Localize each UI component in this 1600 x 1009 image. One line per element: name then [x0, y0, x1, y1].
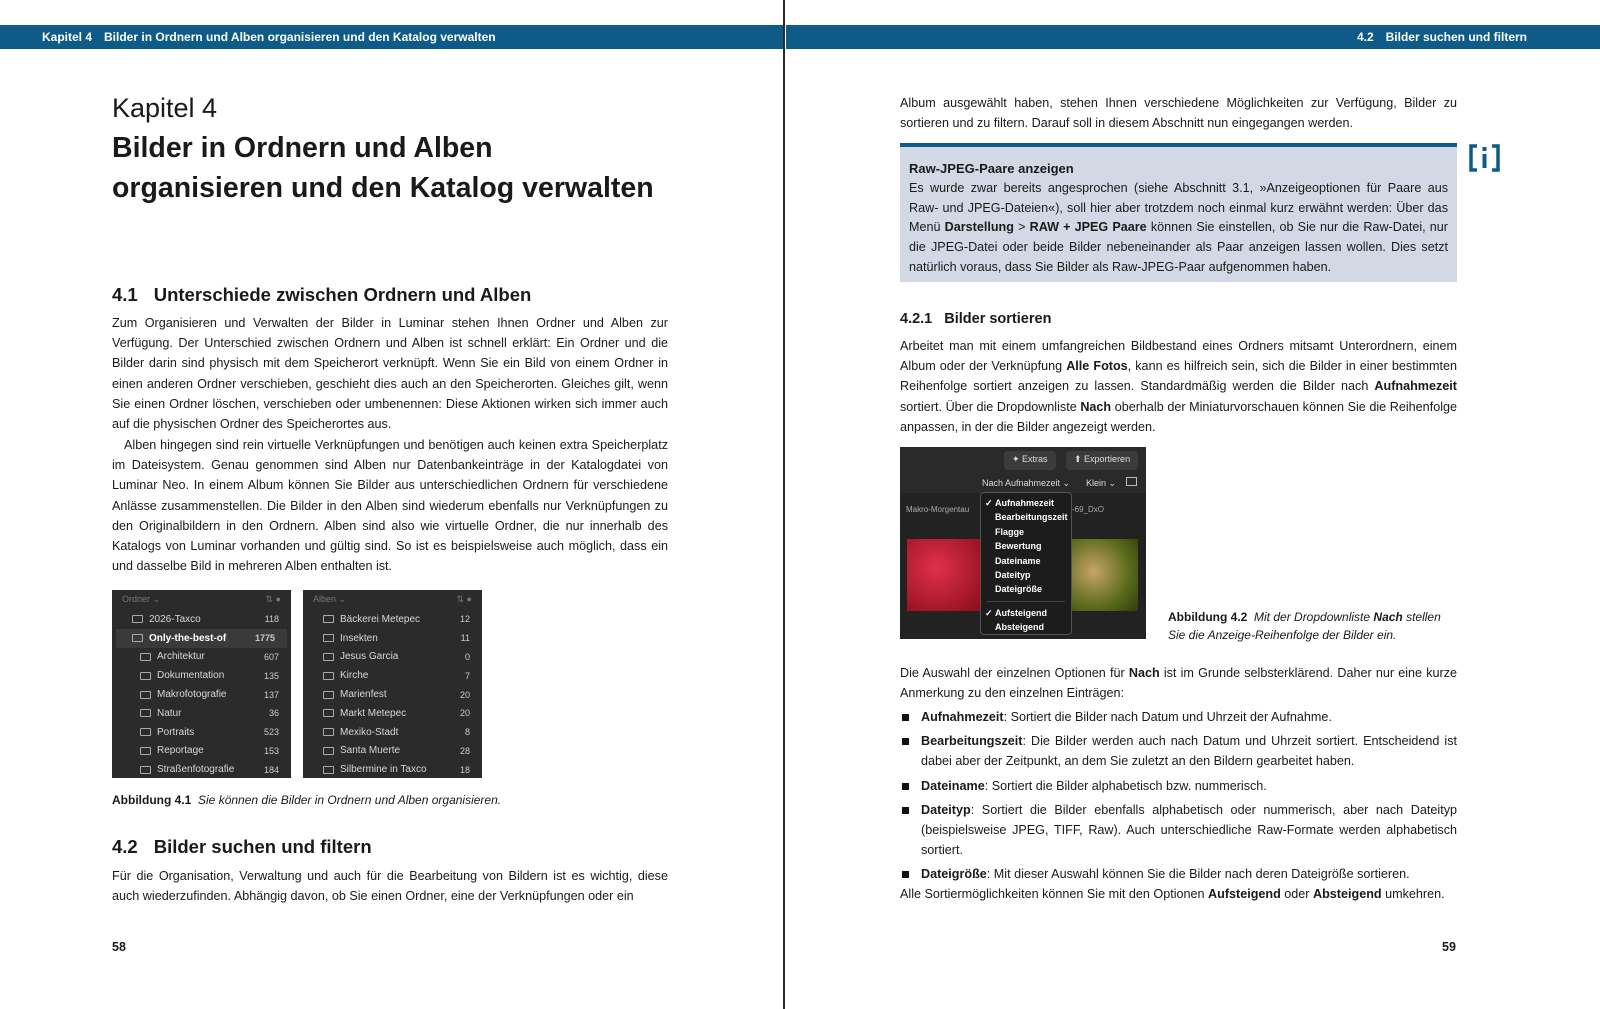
folders-panel: [112, 590, 291, 778]
layout-icon[interactable]: [1126, 477, 1137, 486]
item-name: Architektur: [157, 651, 205, 663]
text: Alle Sortiermöglichkeiten können Sie mit den Optionen: [900, 887, 1209, 901]
thumbnail-spider[interactable]: [1070, 539, 1138, 611]
item-name: Portraits: [157, 726, 195, 738]
row-label: [140, 727, 194, 738]
item-name: Reportage: [157, 745, 204, 757]
album-icon: [323, 747, 334, 755]
item-count: 11: [460, 633, 470, 644]
paragraph: [900, 663, 1457, 703]
sort-option[interactable]: Dateityp: [995, 569, 1031, 580]
item-count: 20: [459, 708, 470, 719]
text: : Sortiert die Bilder ebenfalls alphabetisch oder nummerisch, aber nach Dateityp (beispielsweise JPEG, TIFF, Raw). Auch unterschiedliche Raw-Formate werden alphabetisch sortiert.: [921, 802, 1457, 858]
item-name: Markt Metepec: [340, 707, 407, 719]
text: , kann es hilfreich sein, sich die Bilder in einer bestimmten Reihenfolge sortiert anzeigen zu lassen. Standardmäßig werden die Bilder nach: [900, 359, 1457, 394]
page-gutter: [783, 0, 785, 1009]
term: Aufnahmezeit: [921, 710, 1004, 724]
section-title: Bilder sortieren: [944, 311, 1052, 327]
sort-option[interactable]: Flagge: [995, 526, 1025, 537]
item-name: Straßenfotografie: [157, 764, 235, 776]
album-icon: [323, 691, 334, 699]
item-name: Only-the-best-of: [149, 632, 227, 644]
subsection-heading-4-2-1: [900, 311, 1051, 327]
album-item[interactable]: [303, 685, 482, 704]
item-count: 28: [459, 745, 470, 756]
row-label: [323, 689, 387, 700]
caption-text: Sie können die Bilder in Ordnern und Alben organisieren.: [198, 793, 502, 807]
folders-header[interactable]: Ordner ⌄: [122, 594, 161, 604]
section-heading-4-1: [112, 283, 531, 307]
folder-icon: [140, 709, 151, 717]
chapter-label: Kapitel 4: [112, 93, 218, 123]
info-box-title: Raw-JPEG-Paare anzeigen: [909, 161, 1074, 176]
thumbnail-rose[interactable]: [907, 539, 981, 611]
term: Aufsteigend: [1208, 887, 1281, 901]
folder-item[interactable]: [112, 742, 291, 761]
text: : Mit dieser Auswahl können Sie die Bilder nach deren Dateigröße sortieren.: [986, 867, 1410, 882]
item-count: 0: [464, 651, 470, 662]
album-item[interactable]: [303, 648, 482, 667]
item-count: 118: [264, 614, 279, 625]
caption-label: Abbildung 4.1: [112, 793, 192, 807]
order-option[interactable]: ✓ Aufsteigend: [981, 606, 1071, 620]
paragraph: Album ausgewählt haben, stehen Ihnen verschiedene Möglichkeiten zur Verfügung, Bilder zu sortieren und zu filtern. Darauf soll in diesem Abschnitt nun eingegangen werden.: [900, 96, 1457, 131]
albums-header[interactable]: Alben ⌄: [313, 594, 347, 604]
term: Dateiname: [921, 778, 985, 793]
figure-caption: [112, 791, 501, 809]
paragraph: Alben hingegen sind rein virtuelle Verknüpfungen und benötigen auch keinen extra Speicherplatz im Dateisystem. Genau genommen sind Alben nur Datenbankeinträge in der Katalogdatei von Luminar Neo. In einem Album können Sie Bilder aus unterschiedlichen Ordnern für verschiedene Anlässe zusammenstellen. Die Bilder in den Alben sind wiederum ebenfalls nur Verknüpfungen zu den Originalbildern in den Ordnern. Alben sind also wie virtuelle Ordner, die nur innerhalb des Katalogs von Luminar vorhanden und gültig sind. So ist es beispielsweise auch möglich, dass ein und dasselbe Bild in mehreren Alben enthalten ist.: [112, 438, 668, 574]
term: Nach: [1128, 666, 1160, 680]
folder-icon: [140, 766, 151, 774]
sort-dropdown[interactable]: Nach Aufnahmezeit ⌄: [982, 478, 1071, 488]
item-count: 36: [268, 708, 279, 719]
header-section-number: 4.2: [1356, 30, 1374, 44]
album-item[interactable]: [303, 666, 482, 685]
menu-item: RAW + JPEG Paare: [1029, 220, 1147, 235]
item-count: 523: [263, 727, 279, 738]
term: Dateigröße: [921, 867, 987, 882]
album-item[interactable]: [303, 610, 482, 629]
list-item: [900, 776, 1457, 796]
folder-item[interactable]: [112, 723, 291, 742]
item-name: Silbermine in Taxco: [340, 764, 427, 776]
folder-item[interactable]: [112, 666, 291, 685]
album-icon: [323, 634, 334, 642]
folder-icon: [140, 728, 151, 736]
album-icon: [323, 653, 334, 661]
text: Die Auswahl der einzelnen Optionen für: [900, 666, 1129, 680]
folder-icon: [132, 615, 143, 623]
thumbnail-label: -69_DxO: [1072, 505, 1105, 514]
caption-term: Nach: [1373, 610, 1403, 624]
menu-name: Darstellung: [944, 220, 1014, 235]
extras-button[interactable]: ✦ Extras: [1004, 451, 1056, 470]
text: >: [1013, 220, 1030, 235]
folder-item[interactable]: [112, 760, 291, 779]
paragraph: [900, 884, 1457, 904]
running-header-left: [0, 25, 783, 49]
sort-option[interactable]: ✓ Aufnahmezeit: [981, 496, 1071, 510]
header-title: Bilder suchen und filtern: [1385, 30, 1527, 44]
order-option[interactable]: Absteigend: [995, 622, 1045, 633]
page-number: 58: [112, 940, 126, 954]
folder-icon: [140, 747, 151, 755]
item-name: Marienfest: [340, 689, 387, 701]
row-label: [140, 745, 204, 756]
item-name: Kirche: [340, 670, 369, 682]
info-box-text: [909, 179, 1448, 278]
paragraph: Zum Organisieren und Verwalten der Bilder in Luminar stehen Ihnen Ordner und Alben zur Verfügung. Der Unterschied zwischen Ordnern und Alben ist schnell erklärt: Ein Ordner und die Bilder darin sind physisch mit dem Speicherort verknüpft. Wenn Sie ein Bild von einem Ordner in einen anderen Ordner verschieben, geschieht dies auch an den Speicherorten. Gleiches gilt, wenn Sie einen Ordner löschen, verschieben oder umbenennen: Diese Aktionen wirken sich immer auch auf die physischen Ordner des Speicherortes aus.: [112, 316, 668, 432]
folder-item[interactable]: [112, 685, 291, 704]
section-heading-4-2: [112, 835, 372, 859]
row-label: [140, 651, 205, 662]
term: Alle Fotos: [1066, 359, 1128, 374]
folder-icon: [132, 634, 143, 642]
album-icon: [323, 766, 334, 774]
text: : Sortiert die Bilder nach Datum und Uhrzeit der Aufnahme.: [1003, 710, 1332, 724]
item-count: 12: [459, 614, 470, 625]
item-count: 18: [459, 764, 470, 775]
text: Arbeitet man mit einem umfangreichen Bildbestand eines Ordners mitsamt Unterordnern, einem Album oder der Verknüpfung: [900, 339, 1457, 374]
row-label: [140, 689, 226, 700]
folder-icon: [140, 691, 151, 699]
row-label: [140, 670, 224, 681]
running-header-right: [786, 25, 1600, 49]
item-name: Natur: [157, 707, 182, 719]
text: Es wurde zwar bereits angesprochen (siehe Abschnitt 3.1, »Anzeigeoptionen für Paare aus Raw- und JPEG-Dateien«), soll hier aber trotzdem noch einmal kurz erwähnt werden: Über das Menü: [909, 180, 1448, 235]
term: Absteigend: [1313, 887, 1382, 901]
text: : Sortiert die Bilder alphabetisch bzw. nummerisch.: [984, 778, 1267, 793]
chapter-title-line: Bilder in Ordnern und Alben: [112, 132, 493, 164]
list-item: [900, 731, 1457, 771]
item-name: Insekten: [340, 632, 378, 644]
caption-text: Mit der Dropdownliste: [1254, 610, 1374, 624]
button-label: Extras: [1022, 454, 1048, 464]
folder-item[interactable]: [112, 704, 291, 723]
chapter-title: [112, 128, 712, 208]
term: Nach: [1080, 399, 1112, 414]
list-item: [900, 864, 1457, 884]
text: oder: [1280, 887, 1314, 901]
item-count: 7: [464, 670, 470, 681]
header-chapter: Kapitel 4: [42, 30, 93, 44]
row-label: [140, 708, 181, 719]
album-icon: [323, 672, 334, 680]
section-number: 4.2.1: [900, 311, 933, 327]
thumbnail-label: Makro-Morgentau: [906, 505, 970, 514]
sort-option[interactable]: Bewertung: [995, 541, 1042, 552]
album-item[interactable]: [303, 723, 482, 742]
album-icon: [323, 615, 334, 623]
text: oberhalb der Miniaturvorschauen können Sie die Reihenfolge anpassen, in der die Bilder angezeigt werden.: [900, 399, 1457, 434]
sort-options-list: [900, 707, 1457, 889]
item-name: Santa Muerte: [340, 745, 401, 757]
text: sortiert. Über die Dropdownliste: [900, 399, 1081, 414]
item-name: Bäckerei Metepec: [340, 613, 421, 625]
menu-separator: [987, 601, 1065, 602]
size-dropdown[interactable]: Klein ⌄: [1086, 478, 1117, 488]
term: Aufnahmezeit: [1374, 379, 1457, 394]
row-label: [323, 745, 400, 756]
text: umkehren.: [1381, 887, 1445, 901]
paragraph: [900, 336, 1457, 437]
albums-panel: [303, 590, 482, 778]
chapter-title-line: organisieren und den Katalog verwalten: [112, 172, 654, 204]
item-name: Makrofotografie: [157, 689, 227, 701]
album-item[interactable]: [303, 629, 482, 648]
item-count: 184: [263, 764, 279, 775]
caption-label: Abbildung 4.2: [1168, 610, 1248, 624]
sort-option[interactable]: Bearbeitungszeit: [995, 512, 1068, 523]
row-label: [140, 764, 234, 775]
text: : Die Bilder werden auch nach Datum und Uhrzeit sortiert. Entscheidend ist dabei aber der Zeitpunkt, an dem Sie zuletzt an den Bildern gearbeitet haben.: [921, 734, 1457, 769]
row-label: [323, 708, 406, 719]
section-title: Bilder suchen und filtern: [153, 836, 372, 857]
item-count: 137: [263, 689, 279, 700]
info-icon: [1469, 144, 1500, 172]
row-label: [323, 670, 368, 681]
caption-text: stellen Sie die Anzeige-Reihenfolge der Bilder ein.: [1168, 610, 1441, 642]
item-count: 1775: [254, 633, 275, 644]
sort-dropdown-screenshot: [900, 447, 1146, 639]
album-icon: [323, 728, 334, 736]
row-label: [323, 651, 398, 662]
item-name: Mexiko-Stadt: [340, 726, 399, 738]
row-label: [323, 764, 427, 775]
row-label: [323, 614, 420, 625]
item-count: 607: [263, 651, 279, 662]
figure-caption: [1168, 608, 1448, 644]
folder-item[interactable]: [112, 648, 291, 667]
item-name: Jesus Garcia: [340, 651, 399, 663]
sort-add-icons: ⇅ ●: [265, 594, 281, 604]
info-box: [900, 143, 1457, 282]
sort-menu: [980, 492, 1072, 635]
paragraph: Für die Organisation, Verwaltung und auch für die Bearbeitung von Bildern ist es wichtig, diese auch wiederzufinden. Abhängig davon, ob Sie einen Ordner, eine der Verknüpfungen oder ein: [112, 869, 668, 904]
album-item[interactable]: [303, 742, 482, 761]
term: Bearbeitungszeit: [921, 734, 1023, 749]
item-name: Dokumentation: [157, 670, 225, 682]
section-number: 4.2: [112, 836, 138, 857]
item-name: 2026-Taxco: [149, 613, 201, 625]
folder-icon: [140, 653, 151, 661]
button-label: Exportieren: [1084, 454, 1131, 464]
album-item[interactable]: [303, 704, 482, 723]
album-item[interactable]: [303, 760, 482, 779]
header-title: Bilder in Ordnern und Alben organisieren und den Katalog verwalten: [104, 30, 496, 44]
row-label: [132, 633, 226, 644]
album-icon: [323, 709, 334, 717]
sort-option[interactable]: Dateiname: [995, 555, 1041, 566]
section-number: 4.1: [112, 284, 138, 305]
export-button[interactable]: ⬆ Exportieren: [1066, 451, 1138, 470]
item-count: 135: [263, 670, 279, 681]
folder-item[interactable]: [116, 629, 287, 648]
row-label: [323, 633, 378, 644]
section-title: Unterschiede zwischen Ordnern und Alben: [153, 284, 532, 305]
row-label: [132, 614, 201, 625]
list-item: [900, 800, 1457, 861]
item-count: 8: [464, 727, 470, 738]
text: können Sie einstellen, ob Sie nur die Raw-Datei, nur die JPEG-Datei oder beide Bilder nebeneinander als Paar anzeigen lassen wollen. Dies setzt natürlich voraus, dass Sie Bilder als Raw-JPEG-Paar aufgenommen haben.: [909, 220, 1448, 274]
term: Dateityp: [921, 802, 971, 817]
sort-add-icons: ⇅ ●: [456, 594, 472, 604]
list-item: [900, 707, 1457, 727]
item-count: 153: [263, 745, 279, 756]
page-number: 59: [1442, 940, 1456, 954]
row-label: [323, 727, 398, 738]
item-count: 20: [459, 689, 470, 700]
sort-option[interactable]: Dateigröße: [995, 584, 1043, 595]
folder-item[interactable]: [112, 610, 291, 629]
text: ist im Grunde selbsterklärend. Daher nur eine kurze Anmerkung zu den einzelnen Einträgen:: [900, 666, 1458, 701]
folder-icon: [140, 672, 151, 680]
